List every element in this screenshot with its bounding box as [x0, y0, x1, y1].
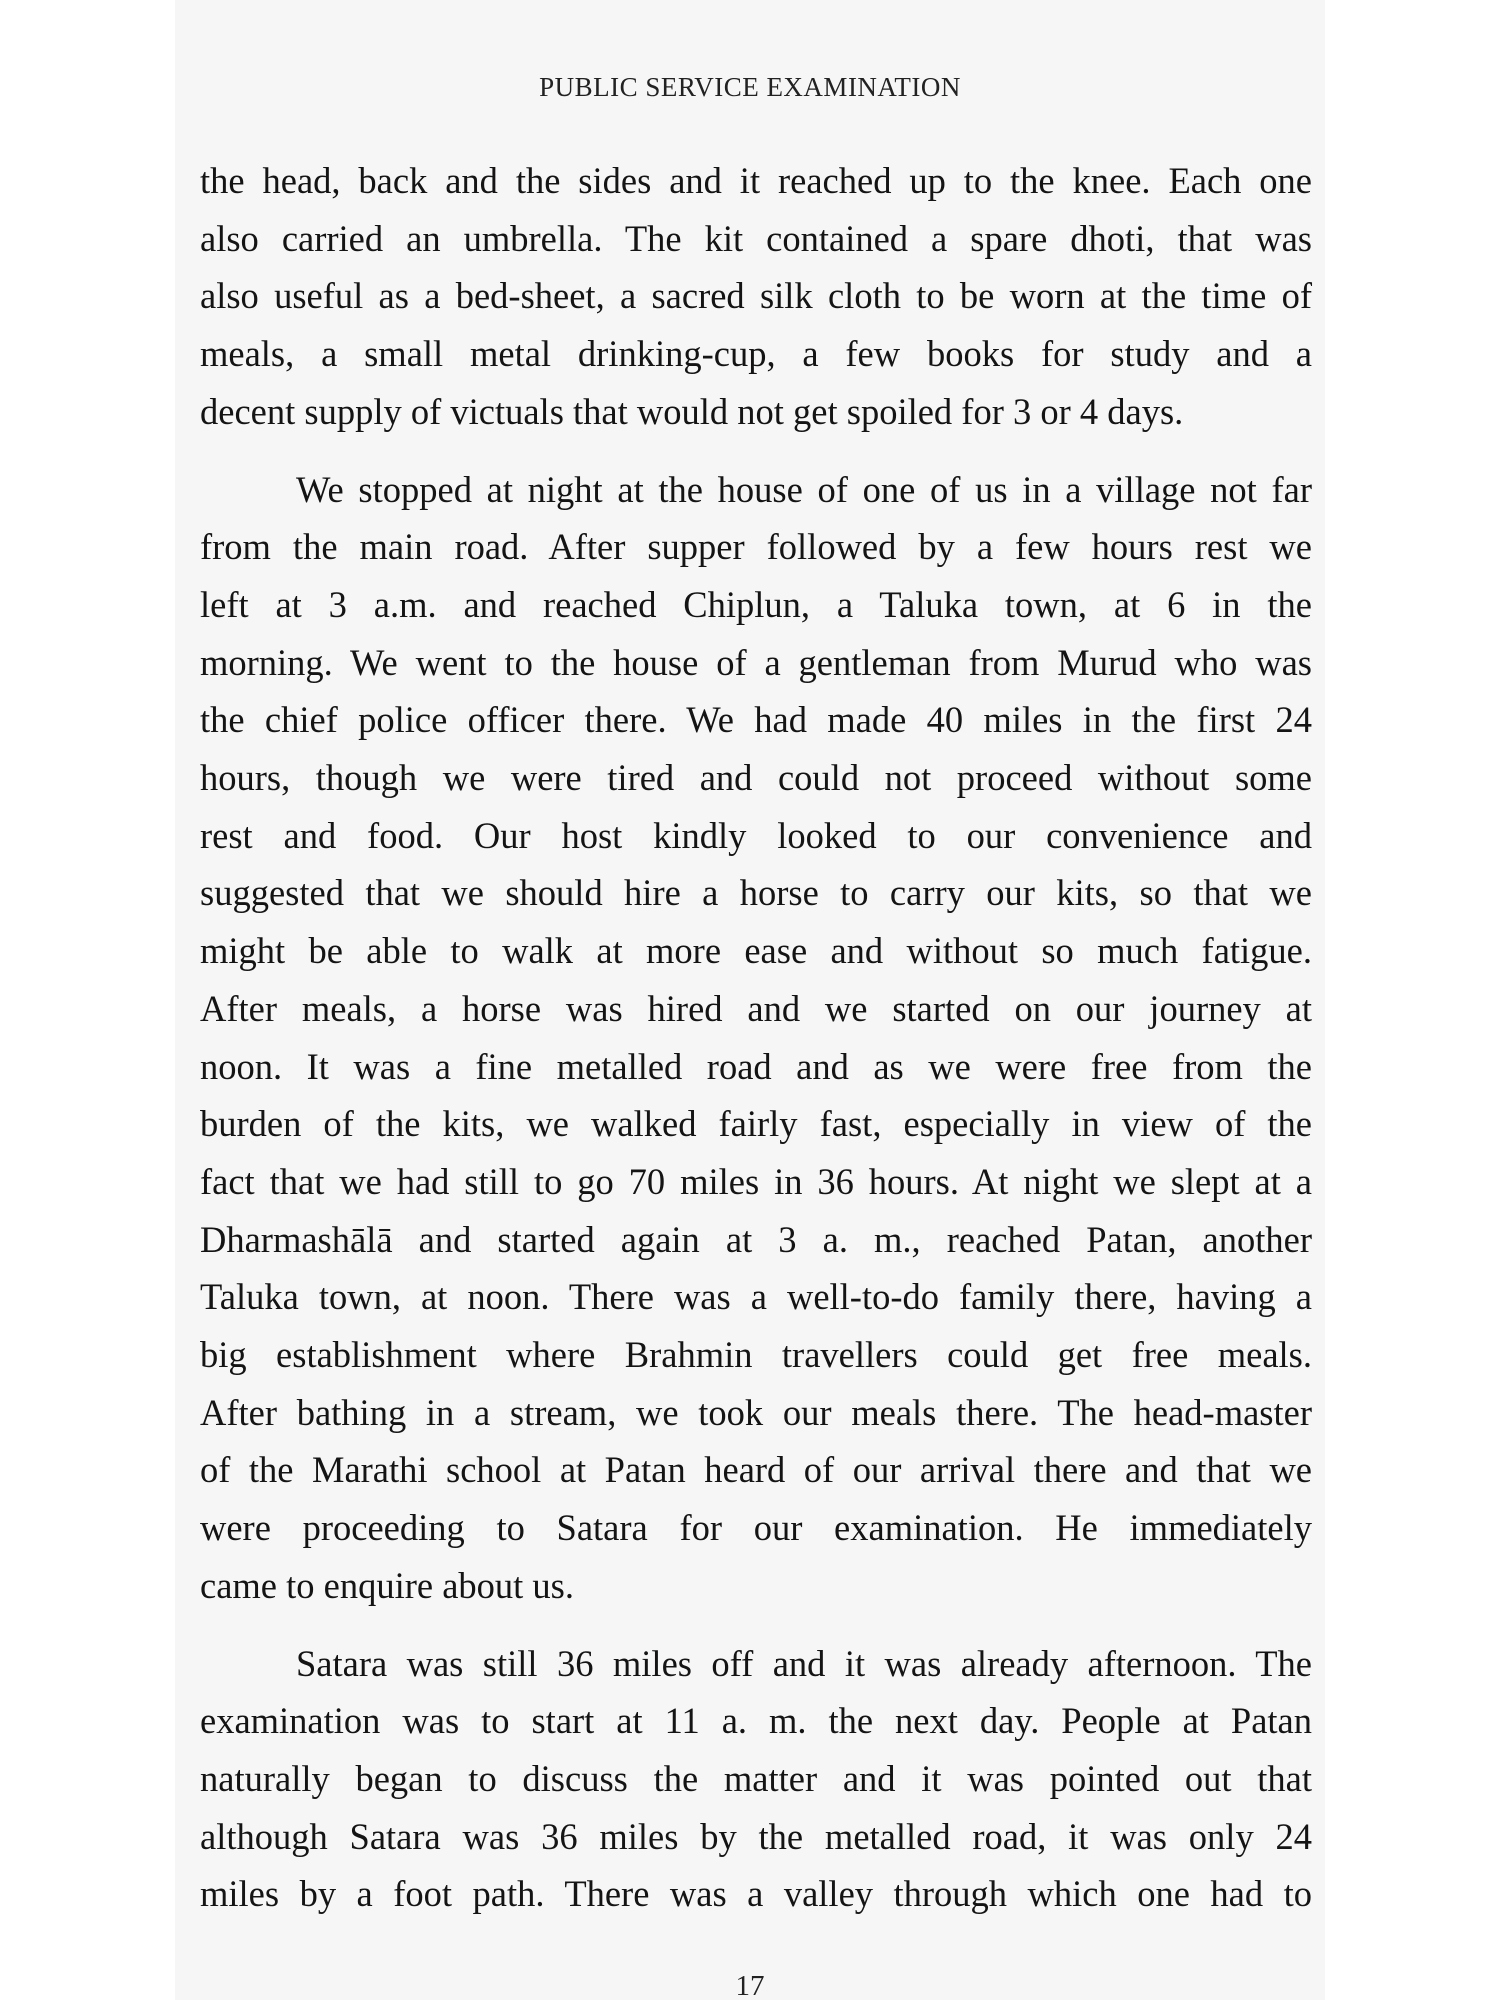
text-line: fact that we had still to go 70 miles in 36 hours. At night we slept at a	[200, 1160, 1312, 1202]
text-line: the head, back and the sides and it reached up to the knee. Each one	[200, 160, 1312, 201]
text-line: decent supply of victuals that would not get spoiled for 3 or 4 days.	[200, 390, 1184, 432]
text-line: although Satara was 36 miles by the metalled road, it was only 24	[200, 1815, 1312, 1857]
text-line: miles by a foot path. There was a valley through which one had to	[200, 1873, 1312, 1915]
text-line: Taluka town, at noon. There was a well-to-do family there, having a	[200, 1276, 1312, 1318]
text-line: also useful as a bed-sheet, a sacred silk cloth to be worn at the time of	[200, 275, 1312, 317]
text-line: might be able to walk at more ease and without so much fatigue.	[200, 930, 1312, 972]
paragraph	[200, 1635, 1312, 1924]
text-line: After bathing in a stream, we took our meals there. The head-master	[200, 1391, 1312, 1433]
text-line: Satara was still 36 miles off and it was already afternoon. The	[296, 1642, 1312, 1684]
text-line: hours, though we were tired and could not proceed without some	[200, 757, 1312, 799]
text-line: We stopped at night at the house of one of us in a village not far	[296, 468, 1312, 510]
text-line: left at 3 a.m. and reached Chiplun, a Taluka town, at 6 in the	[200, 583, 1312, 625]
page-number: 17	[735, 1970, 765, 2002]
text-line: burden of the kits, we walked fairly fast, especially in view of the	[200, 1103, 1312, 1145]
text-line: After meals, a horse was hired and we started on our journey at	[200, 987, 1312, 1029]
text-line: came to enquire about us.	[200, 1564, 575, 1606]
text-line: also carried an umbrella. The kit contained a spare dhoti, that was	[200, 217, 1312, 259]
paragraph	[200, 152, 1312, 441]
text-line: Dharmashālā and started again at 3 a. m., reached Patan, another	[200, 1218, 1312, 1260]
text-line: the chief police officer there. We had made 40 miles in the first 24	[200, 699, 1312, 741]
text-line: examination was to start at 11 a. m. the next day. People at Patan	[200, 1700, 1312, 1742]
text-line: big establishment where Brahmin travellers could get free meals.	[200, 1334, 1312, 1376]
text-line: rest and food. Our host kindly looked to our convenience and	[200, 814, 1312, 856]
text-line: of the Marathi school at Patan heard of our arrival there and that we	[200, 1449, 1312, 1491]
paragraph	[200, 461, 1312, 1615]
text-line: from the main road. After supper followed by a few hours rest we	[200, 526, 1312, 568]
text-line: morning. We went to the house of a gentleman from Murud who was	[200, 641, 1312, 683]
book-page	[175, 0, 1325, 2000]
body-text	[200, 152, 1312, 1923]
text-line: were proceeding to Satara for our examination. He immediately	[200, 1507, 1312, 1549]
running-header: PUBLIC SERVICE EXAMINATION	[539, 72, 961, 102]
text-line: suggested that we should hire a horse to carry our kits, so that we	[200, 872, 1312, 914]
text-line: meals, a small metal drinking-cup, a few books for study and a	[200, 333, 1312, 375]
text-line: naturally began to discuss the matter and it was pointed out that	[200, 1757, 1312, 1799]
text-line: noon. It was a fine metalled road and as we were free from the	[200, 1045, 1312, 1087]
